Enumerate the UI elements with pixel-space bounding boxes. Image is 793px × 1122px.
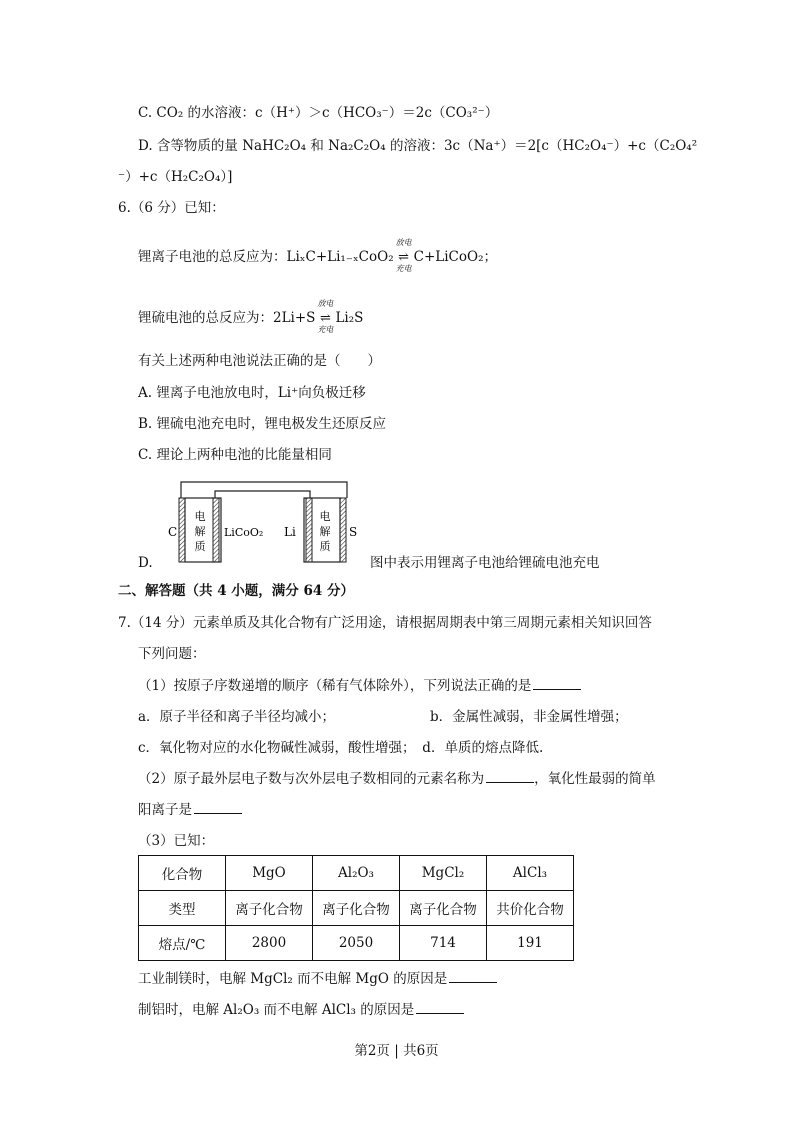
- table-cell: 离子化合物: [313, 891, 400, 926]
- al-question-text: 制铝时，电解 Al₂O₃ 而不电解 AlCl₃ 的原因是: [138, 1002, 415, 1018]
- mg-question: [138, 970, 497, 988]
- right-electrolyte-char-2: 解: [319, 525, 331, 538]
- table-cell: 2800: [226, 926, 313, 961]
- section-2-heading: 二、解答题（共 4 小题，满分 64 分）: [118, 583, 354, 599]
- table-row: [139, 856, 574, 891]
- label-c: C: [168, 525, 178, 539]
- table-cell: AlCl₃: [487, 856, 574, 891]
- li-s-reaction-right: Li₂S: [335, 310, 364, 326]
- table-cell: MgO: [226, 856, 313, 891]
- answer-blank-3[interactable]: [194, 801, 242, 814]
- option-c: C. CO₂ 的水溶液：c（H⁺）＞c（HCO₃⁻）＝2c（CO₃²⁻）: [138, 105, 499, 121]
- statement-c-d: c．氧化物对应的水化物碱性减弱，酸性增强； d．单质的熔点降低.: [138, 740, 544, 756]
- option-d-line1: D. 含等物质的量 NaHC₂O₄ 和 Na₂C₂O₄ 的溶液：3c（Na⁺）＝2[c（HC₂O₄⁻）+c（C₂O₄²: [138, 138, 698, 154]
- battery-diagram-svg: [164, 480, 364, 568]
- arrow-discharge-label-2: 放电: [317, 299, 334, 308]
- table-cell: Al₂O₃: [313, 856, 400, 891]
- question-7-part2-cont: [138, 801, 242, 819]
- left-electrolyte-char-3: 质: [194, 540, 206, 553]
- question-7-part2-text-b: ，氧化性最弱的简单: [534, 771, 656, 787]
- table-cell: 化合物: [139, 856, 226, 891]
- label-li: Li: [284, 525, 296, 539]
- question-7-part1-text: （1）按原子序数递增的顺序（稀有气体除外），下列说法正确的是: [138, 678, 532, 694]
- option-d-line2: ⁻）+c（H₂C₂O₄）]: [118, 169, 233, 185]
- arrow-charge-label: 充电: [395, 264, 412, 273]
- question-6-stem: 有关上述两种电池说法正确的是（ ）: [138, 353, 381, 369]
- left-electrolyte-char-1: 电: [194, 510, 206, 523]
- answer-blank-1[interactable]: [533, 677, 581, 690]
- battery-diagram: [164, 480, 364, 572]
- answer-blank-5[interactable]: [416, 1001, 464, 1014]
- answer-blank-2[interactable]: [486, 770, 534, 783]
- table-row: [139, 926, 574, 961]
- option-6d-label: D.: [138, 555, 153, 571]
- right-electrode-li: [306, 498, 312, 562]
- table-cell: 共价化合物: [487, 891, 574, 926]
- equilibrium-arrow-icon-2: ⇌: [319, 311, 331, 326]
- question-6-heading: 6.（6 分）已知：: [118, 200, 225, 216]
- al-question: [138, 1001, 464, 1019]
- question-7-line1: 7.（14 分）元素单质及其化合物有广泛用途，请根据周期表中第三周期元素相关知识回答: [118, 615, 652, 631]
- table-cell: 离子化合物: [226, 891, 313, 926]
- label-s: S: [349, 525, 358, 539]
- question-7-part2-text-a: （2）原子最外层电子数与次外层电子数相同的元素名称为: [138, 771, 485, 787]
- table-cell: 离子化合物: [400, 891, 487, 926]
- left-electrolyte-char-2: 解: [194, 525, 206, 538]
- option-6a: A. 锂离子电池放电时，Li⁺向负极迁移: [138, 385, 366, 401]
- inner-wire: [215, 491, 310, 498]
- table-cell: 2050: [313, 926, 400, 961]
- outer-wire: [181, 482, 347, 498]
- label-licoo2: LiCoO₂: [224, 526, 264, 539]
- question-7-part3: （3）已知：: [138, 833, 215, 849]
- question-7-part2: [138, 770, 656, 788]
- table-cell: 191: [487, 926, 574, 961]
- reversible-arrow-2: [315, 299, 335, 334]
- li-ion-reaction-left: 锂离子电池的总反应为：LiₓC+Li₁₋ₓCoO₂: [138, 249, 394, 265]
- li-s-reaction: [138, 299, 364, 334]
- right-electrolyte-char-3: 质: [319, 540, 331, 553]
- option-6c: C. 理论上两种电池的比能量相同: [138, 447, 332, 463]
- option-6b: B. 锂硫电池充电时，锂电极发生还原反应: [138, 416, 387, 432]
- li-ion-reaction: [138, 238, 497, 273]
- option-6d-text: 图中表示用锂离子电池给锂硫电池充电: [370, 555, 600, 571]
- reversible-arrow: [394, 238, 414, 273]
- equilibrium-arrow-icon: ⇌: [398, 250, 410, 265]
- statement-b: b．金属性减弱，非金属性增强；: [430, 709, 628, 725]
- table-cell: 类型: [139, 891, 226, 926]
- compound-table: [138, 855, 574, 961]
- question-7-part1: [138, 677, 581, 695]
- left-electrode-c: [179, 498, 185, 562]
- left-electrode-licoo2: [213, 498, 219, 562]
- li-s-reaction-left: 锂硫电池的总反应为：2Li+S: [138, 310, 316, 326]
- page-footer: 第2页 | 共6页: [354, 1043, 439, 1059]
- question-7-part2-text-c: 阳离子是: [138, 802, 192, 818]
- arrow-discharge-label: 放电: [395, 238, 412, 247]
- table-cell: 714: [400, 926, 487, 961]
- answer-blank-4[interactable]: [449, 970, 497, 983]
- arrow-charge-label-2: 充电: [317, 325, 334, 334]
- mg-question-text: 工业制镁时，电解 MgCl₂ 而不电解 MgO 的原因是: [138, 971, 448, 987]
- right-electrode-s: [340, 498, 346, 562]
- li-ion-reaction-right: C+LiCoO₂；: [413, 249, 497, 265]
- right-electrolyte-char-1: 电: [319, 510, 331, 523]
- table-row: [139, 891, 574, 926]
- table-cell: MgCl₂: [400, 856, 487, 891]
- statement-a: a．原子半径和离子半径均减小；: [138, 709, 336, 725]
- table-cell: 熔点/℃: [139, 926, 226, 961]
- question-7-line2: 下列问题：: [138, 646, 206, 662]
